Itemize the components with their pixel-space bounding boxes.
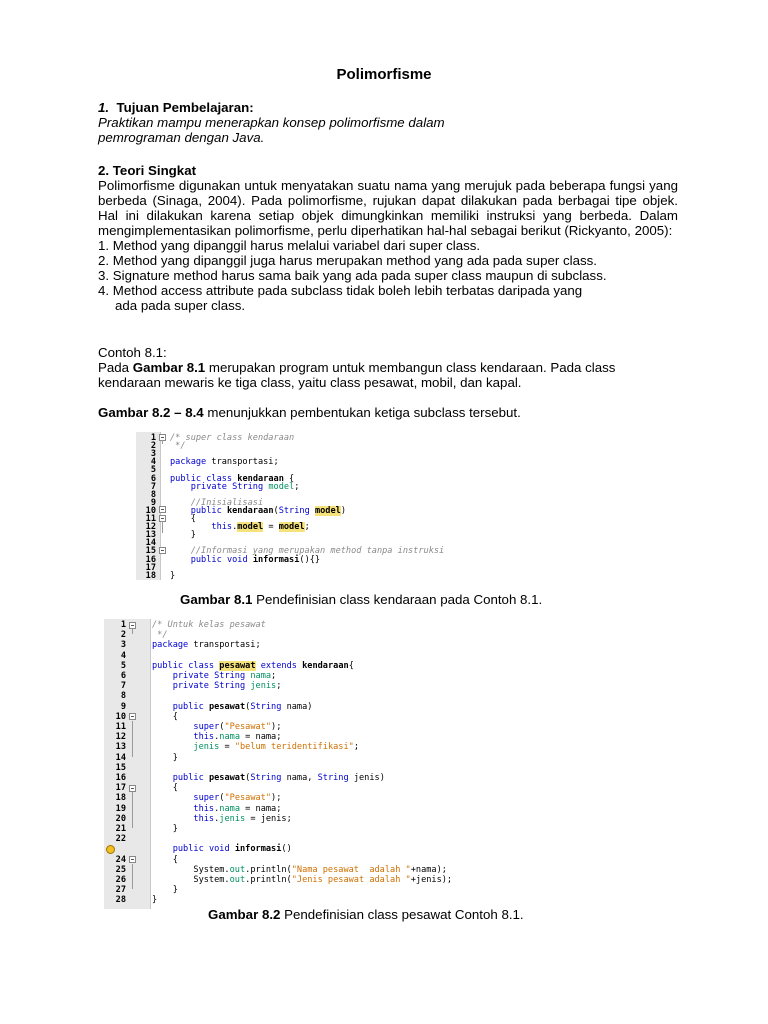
line-number: 6 <box>150 473 156 484</box>
code-line <box>136 563 594 571</box>
code-line <box>104 732 664 742</box>
fold-toggle-icon[interactable] <box>159 547 166 554</box>
code-line <box>104 661 664 671</box>
line-number: 8 <box>150 489 156 500</box>
code-text: public void informasi(){} <box>190 554 321 565</box>
code-line <box>136 538 594 549</box>
code-text: public pesawat(String nama, String jenis) <box>172 773 385 783</box>
fold-guide <box>162 521 163 533</box>
code-line <box>104 712 664 722</box>
section-objectives <box>98 100 678 145</box>
code-text: private String jenis; <box>172 681 282 692</box>
code-line <box>104 620 664 630</box>
line-number: 22 <box>115 834 126 845</box>
code-line <box>104 844 664 854</box>
line-number: 2 <box>120 630 126 641</box>
section1-body: Praktikan mampu menerapkan konsep polimorfisme dalam pemrograman dengan Java. <box>98 115 445 145</box>
code-figure-kendaraan <box>136 432 594 580</box>
code-line <box>136 449 594 460</box>
code-line <box>136 571 594 579</box>
code-line <box>104 630 664 640</box>
code-text: */ <box>152 630 168 641</box>
example-text-pre: Pada <box>98 360 133 375</box>
code-text: { <box>152 854 178 865</box>
line-number: 5 <box>120 660 126 671</box>
code-line <box>104 702 664 712</box>
code-text: private String nama; <box>172 671 277 681</box>
code-line <box>136 457 594 468</box>
line-number: 13 <box>115 742 126 753</box>
code-text: { <box>152 783 178 794</box>
line-number: 8 <box>120 691 126 702</box>
theory-item: 1. Method yang dipanggil harus melalui variabel dari super class. <box>98 238 481 253</box>
example-text-post: merupakan program untuk membangun class kendaraan. Pada class kendaraan mewaris ke tiga class, yaitu class pesawat, mobil, dan kapal. <box>98 360 616 390</box>
theory-item-4-continuation: ada pada super class. <box>115 298 246 313</box>
line-number: 11 <box>145 514 156 524</box>
code-text: /* super class kendaraan <box>170 433 295 443</box>
figure1-caption <box>180 592 542 607</box>
fold-guide <box>132 792 133 828</box>
figure-ref-8-1: Gambar 8.1 <box>132 360 206 375</box>
code-text: this.jenis = jenis; <box>193 813 292 824</box>
line-number: 14 <box>115 752 126 763</box>
figure2-caption-label: Gambar 8.2 <box>208 907 281 922</box>
code-line <box>136 498 594 506</box>
line-number: 21 <box>115 824 126 834</box>
code-text: } <box>170 570 176 581</box>
section1-title: Tujuan Pembelajaran: <box>116 100 254 115</box>
figure-range-text: menunjukkan pembentukan ketiga subclass tersebut. <box>203 405 521 420</box>
code-line <box>136 482 594 490</box>
code-line <box>104 793 664 803</box>
code-line <box>104 834 664 844</box>
code-text: super("Pesawat"); <box>193 793 282 804</box>
code-text: //Inisialisasi <box>170 497 264 508</box>
section2-paragraph: Polimorfisme digunakan untuk menyatakan suatu nama yang merujuk pada beberapa fungsi yang berbeda (Sinaga, 2004). Pada polimorfisme, rujukan dapat dilakukan pada berbagai tipe objek. Hal ini dilakukan karena setiap objek dimungkinkan memiliki instruksi yang berbeda. Dalam mengimplementasikan polimorfisme, perlu diperhatikan hal-hal sebagai berikut (Rickyanto, 2005): <box>98 178 678 238</box>
section1-heading <box>98 100 678 115</box>
example-label: Contoh 8.1: <box>98 345 167 360</box>
code-line <box>136 433 594 441</box>
code-line <box>104 875 664 885</box>
line-number: 17 <box>115 783 126 794</box>
line-number: 6 <box>120 671 126 681</box>
line-number: 26 <box>115 875 126 885</box>
line-number: 19 <box>115 803 126 814</box>
line-number: 7 <box>120 681 126 692</box>
code-line <box>136 555 594 563</box>
line-number: 16 <box>115 773 126 783</box>
code-line <box>104 885 664 895</box>
line-number: 3 <box>120 640 126 651</box>
code-line <box>104 824 664 834</box>
line-number: 10 <box>145 505 156 516</box>
line-number: 1 <box>150 433 156 443</box>
line-number: 27 <box>115 885 126 896</box>
example-intro <box>98 345 678 390</box>
code-text: public class pesawat extends kendaraan{ <box>152 660 354 671</box>
section2-heading: 2. Teori Singkat <box>98 163 197 178</box>
fold-toggle-icon[interactable] <box>129 622 136 629</box>
theory-list <box>98 238 678 298</box>
override-hint-icon[interactable] <box>106 845 115 854</box>
code-text: } <box>152 895 158 906</box>
code-line <box>104 722 664 732</box>
line-number: 3 <box>150 449 156 460</box>
fold-toggle-icon[interactable] <box>129 713 136 720</box>
line-number: 12 <box>115 732 126 743</box>
line-number: 15 <box>145 546 156 557</box>
line-number: 15 <box>115 762 126 773</box>
code-text: } <box>152 752 178 763</box>
code-line <box>104 763 664 773</box>
code-line <box>104 742 664 752</box>
code-text: { <box>152 711 178 722</box>
code-line <box>104 651 664 661</box>
code-line <box>104 865 664 875</box>
code-text: private String model; <box>190 481 300 492</box>
line-number: 9 <box>120 701 126 712</box>
section-theory <box>98 163 678 313</box>
code-line <box>104 773 664 783</box>
line-number: 16 <box>145 554 156 565</box>
code-text: System.out.println("Jenis pesawat adalah "+jenis); <box>152 875 453 885</box>
fold-guide <box>162 440 163 444</box>
code-text: { <box>170 514 196 524</box>
theory-item: 4. Method access attribute pada subclass tidak boleh lebih terbatas daripada yang <box>98 283 583 298</box>
code-text: this.nama = nama; <box>193 803 282 814</box>
line-number: 4 <box>120 650 126 661</box>
code-line <box>136 514 594 522</box>
code-text: } <box>170 530 196 541</box>
line-number: 18 <box>115 793 126 804</box>
line-number: 28 <box>115 895 126 906</box>
code-line <box>136 530 594 541</box>
line-number: 11 <box>115 722 126 732</box>
code-text: this.model = model; <box>211 522 310 533</box>
line-number: 4 <box>150 457 156 468</box>
section1-number: 1. <box>98 100 110 115</box>
fold-toggle-icon[interactable] <box>129 785 136 792</box>
figure2-caption <box>208 907 524 922</box>
line-number: 13 <box>145 530 156 541</box>
code-text: System.out.println("Nama pesawat adalah "+nama); <box>152 864 447 875</box>
code-text: package transportasi; <box>170 457 279 468</box>
theory-item: 3. Signature method harus sama baik yang ada pada super class maupun di subclass. <box>98 268 607 283</box>
line-number: 7 <box>150 481 156 492</box>
theory-item: 2. Method yang dipanggil juga harus merupakan method yang ada pada super class. <box>98 253 597 268</box>
code-figure-pesawat <box>104 619 664 909</box>
fold-guide <box>132 629 133 634</box>
code-line <box>136 490 594 498</box>
line-number: 9 <box>150 497 156 508</box>
code-text: public void informasi() <box>172 844 292 855</box>
document-title: Polimorfisme <box>336 66 432 83</box>
figure-range-ref: Gambar 8.2 – 8.4 <box>98 405 204 420</box>
code-text: super("Pesawat"); <box>193 722 282 732</box>
code-line <box>136 474 594 482</box>
line-number: 20 <box>115 813 126 824</box>
code-text: this.nama = nama; <box>193 732 282 743</box>
example-description <box>98 360 678 390</box>
fold-guide <box>132 864 133 890</box>
code-text: jenis = "belum teridentifikasi"; <box>193 742 359 753</box>
code-text: } <box>152 885 178 896</box>
code-line <box>104 814 664 824</box>
line-number: 1 <box>120 620 126 630</box>
code-text: } <box>152 824 178 834</box>
line-number: 2 <box>150 441 156 452</box>
line-number: 17 <box>145 562 156 573</box>
code-line <box>104 804 664 814</box>
code-line <box>104 895 664 905</box>
code-line <box>136 506 594 514</box>
line-number: 18 <box>145 570 156 581</box>
fold-guide <box>132 721 133 757</box>
line-number: 5 <box>150 465 156 476</box>
code-text: public pesawat(String nama) <box>172 701 313 712</box>
line-number: 25 <box>115 864 126 875</box>
code-text: package transportasi; <box>152 640 261 651</box>
line-number: 14 <box>145 538 156 549</box>
line-number: 12 <box>145 522 156 533</box>
code-line <box>104 753 664 763</box>
code-line <box>136 441 594 452</box>
code-text: /* Untuk kelas pesawat <box>152 620 266 630</box>
code-line <box>104 783 664 793</box>
figure1-caption-text: Pendefinisian class kendaraan pada Contoh 8.1. <box>252 592 543 607</box>
fold-toggle-icon[interactable] <box>129 856 136 863</box>
line-number: 24 <box>115 854 126 865</box>
figures-reference <box>98 405 678 420</box>
code-text: public class kendaraan { <box>170 473 295 484</box>
code-line <box>136 465 594 476</box>
code-line <box>104 671 664 681</box>
code-line <box>104 691 664 701</box>
code-text: //Informasi yang merupakan method tanpa instruksi <box>170 546 445 557</box>
code-text: public kendaraan(String model) <box>190 505 346 516</box>
code-line <box>104 855 664 865</box>
figure1-caption-label: Gambar 8.1 <box>180 592 253 607</box>
figure2-caption-text: Pendefinisian class pesawat Contoh 8.1. <box>280 907 524 922</box>
line-number: 10 <box>115 711 126 722</box>
code-line <box>136 522 594 533</box>
code-line <box>104 640 664 650</box>
code-line <box>136 546 594 557</box>
fold-toggle-icon[interactable] <box>159 506 166 513</box>
code-text: */ <box>170 441 186 452</box>
code-line <box>104 681 664 691</box>
